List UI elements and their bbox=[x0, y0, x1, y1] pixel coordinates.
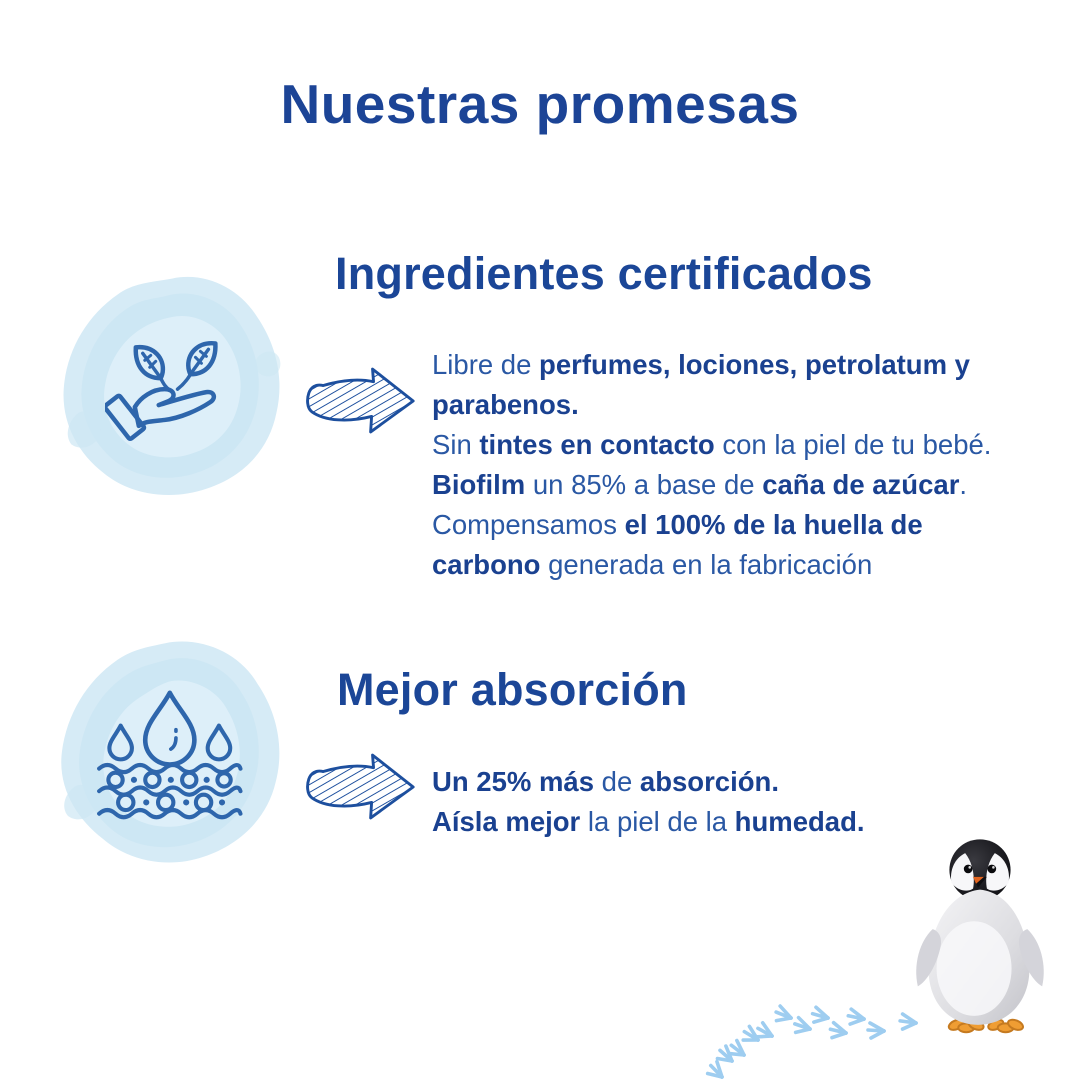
body-paragraph: Libre de perfumes, lociones, petrolatum y parabenos. bbox=[432, 349, 970, 420]
watercolor-blob bbox=[52, 262, 292, 516]
section-body-ingredients bbox=[432, 345, 998, 585]
penguin-footprints-trail bbox=[688, 985, 1033, 1080]
section-heading-ingredients: Ingredientes certificados bbox=[335, 248, 873, 299]
watercolor-blob bbox=[50, 636, 290, 876]
body-paragraph: Aísla mejor la piel de la humedad. bbox=[432, 806, 865, 837]
section-heading-absorption: Mejor absorción bbox=[337, 664, 688, 715]
body-paragraph: Biofilm un 85% a base de caña de azúcar. bbox=[432, 469, 968, 500]
hand-with-leaves-icon bbox=[105, 323, 244, 465]
sketch-arrow-icon bbox=[302, 748, 418, 826]
section-body-absorption bbox=[432, 762, 998, 842]
body-paragraph: Un 25% más de absorción. bbox=[432, 766, 779, 797]
page-title: Nuestras promesas bbox=[280, 73, 800, 135]
sketch-arrow-icon bbox=[302, 362, 418, 440]
body-paragraph: Compensamos el 100% de la huella de carbono generada en la fabricación bbox=[432, 509, 923, 580]
water-drops-absorption-icon bbox=[93, 679, 247, 833]
body-paragraph: Sin tintes en contacto con la piel de tu bebé. bbox=[432, 429, 992, 460]
